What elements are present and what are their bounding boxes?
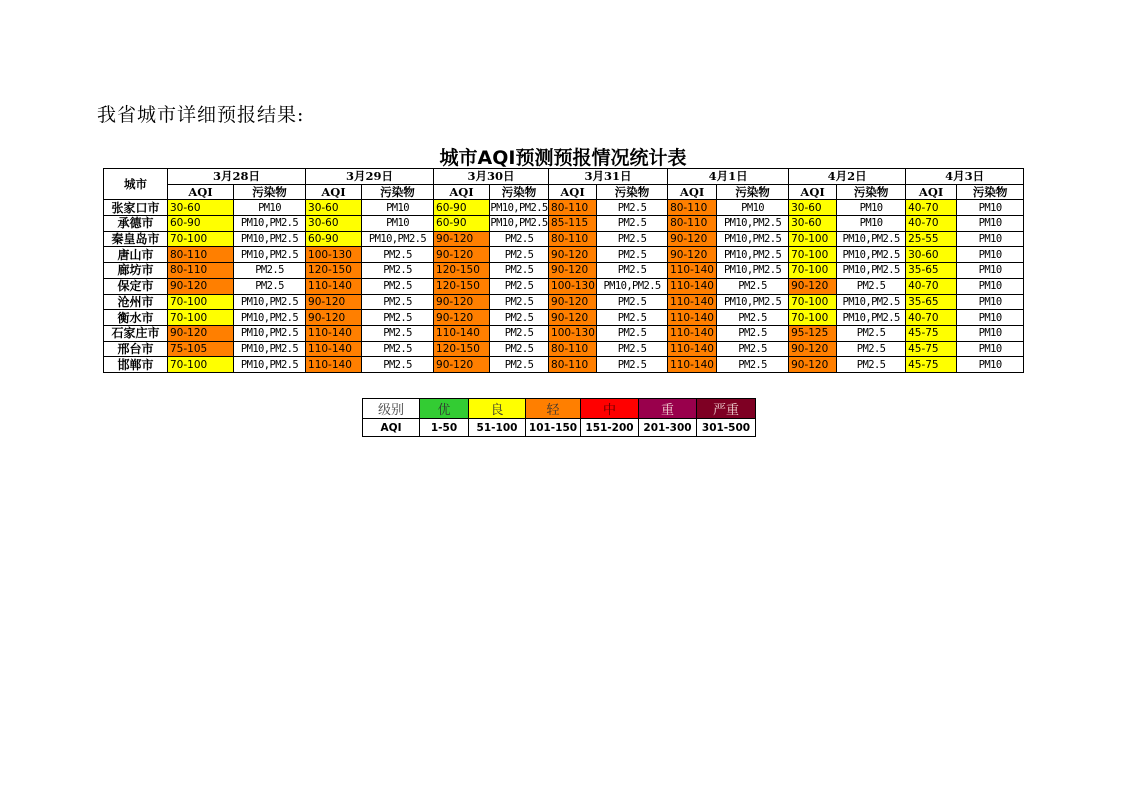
aqi-range-cell: 90-120 [434, 247, 490, 263]
aqi-level-legend [362, 398, 756, 437]
aqi-range-cell: 90-120 [789, 357, 837, 373]
aqi-range-cell: 100-130 [549, 325, 597, 341]
legend-level-header: 级别 [363, 399, 420, 419]
pollutant-cell: PM10 [717, 200, 789, 216]
aqi-range-cell: 70-100 [168, 357, 234, 373]
aqi-range-cell: 95-125 [789, 325, 837, 341]
pollutant-cell: PM10 [234, 200, 306, 216]
aqi-range-cell: 30-60 [789, 200, 837, 216]
aqi-range-cell: 60-90 [434, 216, 490, 232]
date-header: 3月29日 [306, 169, 434, 185]
subheader-row [104, 184, 1024, 200]
pollutant-cell: PM2.5 [597, 247, 668, 263]
pollutant-cell: PM2.5 [837, 325, 906, 341]
pollutant-cell: PM2.5 [837, 357, 906, 373]
aqi-range-cell: 40-70 [906, 216, 957, 232]
aqi-subheader: AQI [906, 184, 957, 200]
pollutant-cell: PM10,PM2.5 [837, 231, 906, 247]
aqi-range-cell: 70-100 [168, 310, 234, 326]
pollutant-cell: PM2.5 [597, 216, 668, 232]
pollutant-cell: PM10,PM2.5 [234, 216, 306, 232]
aqi-subheader: AQI [434, 184, 490, 200]
legend-level-cell: 轻 [526, 399, 581, 419]
aqi-range-cell: 70-100 [789, 231, 837, 247]
aqi-range-cell: 30-60 [306, 200, 362, 216]
city-cell: 廊坊市 [104, 263, 168, 279]
pollutant-cell: PM10 [957, 278, 1024, 294]
aqi-range-cell: 70-100 [789, 310, 837, 326]
pollutant-cell: PM10,PM2.5 [837, 247, 906, 263]
legend-range-cell: 201-300 [639, 419, 697, 437]
aqi-subheader: AQI [306, 184, 362, 200]
pollutant-cell: PM10,PM2.5 [717, 247, 789, 263]
pollutant-cell: PM10 [957, 200, 1024, 216]
pollutant-cell: PM2.5 [362, 294, 434, 310]
pollutant-cell: PM10,PM2.5 [234, 357, 306, 373]
aqi-range-cell: 60-90 [306, 231, 362, 247]
aqi-range-cell: 70-100 [168, 294, 234, 310]
city-cell: 沧州市 [104, 294, 168, 310]
aqi-range-cell: 90-120 [168, 278, 234, 294]
pollutant-subheader: 污染物 [717, 184, 789, 200]
pollutant-cell: PM2.5 [362, 357, 434, 373]
table-row [104, 341, 1024, 357]
aqi-subheader: AQI [789, 184, 837, 200]
date-header: 4月1日 [668, 169, 789, 185]
intro-text: 我省城市详细预报结果: [97, 104, 305, 126]
legend-range-cell: 101-150 [526, 419, 581, 437]
date-header: 3月31日 [549, 169, 668, 185]
date-header: 3月28日 [168, 169, 306, 185]
date-header: 4月3日 [906, 169, 1024, 185]
aqi-range-cell: 80-110 [668, 216, 717, 232]
aqi-range-cell: 45-75 [906, 341, 957, 357]
city-cell: 石家庄市 [104, 325, 168, 341]
city-cell: 邢台市 [104, 341, 168, 357]
legend-level-cell: 良 [469, 399, 526, 419]
pollutant-cell: PM10 [362, 216, 434, 232]
aqi-range-cell: 30-60 [306, 216, 362, 232]
aqi-subheader: AQI [549, 184, 597, 200]
legend-level-row [363, 399, 756, 419]
aqi-range-cell: 45-75 [906, 357, 957, 373]
pollutant-cell: PM2.5 [490, 325, 549, 341]
aqi-range-cell: 70-100 [789, 263, 837, 279]
aqi-range-cell: 120-150 [434, 263, 490, 279]
table-row [104, 325, 1024, 341]
pollutant-subheader: 污染物 [597, 184, 668, 200]
pollutant-cell: PM2.5 [717, 325, 789, 341]
pollutant-cell: PM2.5 [234, 278, 306, 294]
pollutant-cell: PM2.5 [362, 325, 434, 341]
pollutant-cell: PM10,PM2.5 [234, 231, 306, 247]
pollutant-cell: PM2.5 [597, 341, 668, 357]
pollutant-cell: PM10,PM2.5 [234, 310, 306, 326]
date-header: 3月30日 [434, 169, 549, 185]
city-cell: 保定市 [104, 278, 168, 294]
pollutant-subheader: 污染物 [362, 184, 434, 200]
aqi-subheader: AQI [668, 184, 717, 200]
aqi-range-cell: 70-100 [789, 294, 837, 310]
aqi-range-cell: 110-140 [306, 341, 362, 357]
pollutant-cell: PM2.5 [717, 310, 789, 326]
aqi-forecast-table [103, 168, 1024, 373]
pollutant-cell: PM2.5 [597, 263, 668, 279]
pollutant-cell: PM2.5 [490, 263, 549, 279]
legend-level-cell: 中 [581, 399, 639, 419]
pollutant-cell: PM10 [957, 357, 1024, 373]
aqi-range-cell: 90-120 [668, 247, 717, 263]
aqi-range-cell: 110-140 [668, 310, 717, 326]
aqi-range-cell: 100-130 [306, 247, 362, 263]
pollutant-cell: PM2.5 [837, 278, 906, 294]
pollutant-subheader: 污染物 [234, 184, 306, 200]
pollutant-cell: PM2.5 [362, 278, 434, 294]
pollutant-cell: PM10 [957, 216, 1024, 232]
pollutant-subheader: 污染物 [490, 184, 549, 200]
city-header: 城市 [104, 169, 168, 200]
city-cell: 秦皇岛市 [104, 231, 168, 247]
legend-range-row [363, 419, 756, 437]
pollutant-cell: PM2.5 [362, 310, 434, 326]
aqi-range-cell: 90-120 [789, 278, 837, 294]
aqi-range-cell: 25-55 [906, 231, 957, 247]
pollutant-cell: PM2.5 [597, 310, 668, 326]
aqi-range-cell: 80-110 [549, 231, 597, 247]
legend-level-cell: 严重 [697, 399, 756, 419]
legend-range-cell: 301-500 [697, 419, 756, 437]
aqi-range-cell: 110-140 [668, 294, 717, 310]
aqi-subheader: AQI [168, 184, 234, 200]
city-cell: 承德市 [104, 216, 168, 232]
pollutant-cell: PM2.5 [717, 357, 789, 373]
legend-range-cell: 151-200 [581, 419, 639, 437]
pollutant-cell: PM10,PM2.5 [362, 231, 434, 247]
pollutant-cell: PM10 [957, 341, 1024, 357]
city-cell: 唐山市 [104, 247, 168, 263]
aqi-range-cell: 90-120 [549, 263, 597, 279]
aqi-range-cell: 90-120 [434, 294, 490, 310]
aqi-range-cell: 110-140 [668, 325, 717, 341]
table-row [104, 231, 1024, 247]
pollutant-cell: PM2.5 [490, 247, 549, 263]
legend-range-cell: 51-100 [469, 419, 526, 437]
pollutant-cell: PM10,PM2.5 [234, 341, 306, 357]
aqi-range-cell: 110-140 [668, 341, 717, 357]
pollutant-cell: PM10,PM2.5 [490, 201, 548, 214]
pollutant-cell: PM2.5 [837, 341, 906, 357]
pollutant-cell: PM10,PM2.5 [837, 294, 906, 310]
aqi-range-cell: 90-120 [434, 310, 490, 326]
aqi-range-cell: 75-105 [168, 341, 234, 357]
pollutant-cell: PM10 [957, 247, 1024, 263]
aqi-range-cell: 40-70 [906, 200, 957, 216]
table-row [104, 294, 1024, 310]
aqi-range-cell: 60-90 [168, 216, 234, 232]
pollutant-cell: PM2.5 [490, 341, 549, 357]
pollutant-cell: PM10 [957, 263, 1024, 279]
aqi-range-cell: 90-120 [549, 294, 597, 310]
aqi-range-cell: 45-75 [906, 325, 957, 341]
table-row [104, 216, 1024, 232]
pollutant-cell: PM10,PM2.5 [837, 310, 906, 326]
aqi-range-cell: 80-110 [549, 357, 597, 373]
aqi-range-cell: 90-120 [306, 294, 362, 310]
date-header: 4月2日 [789, 169, 906, 185]
aqi-range-cell: 90-120 [434, 357, 490, 373]
aqi-range-cell: 80-110 [168, 263, 234, 279]
aqi-range-cell: 100-130 [549, 278, 597, 294]
pollutant-cell: PM10,PM2.5 [234, 247, 306, 263]
table-row [104, 278, 1024, 294]
table-row [104, 357, 1024, 373]
table-row [104, 310, 1024, 326]
pollutant-cell: PM10,PM2.5 [490, 217, 548, 230]
aqi-range-cell: 40-70 [906, 278, 957, 294]
aqi-range-cell: 110-140 [668, 357, 717, 373]
table-row [104, 263, 1024, 279]
pollutant-cell: PM10 [957, 294, 1024, 310]
aqi-range-cell: 80-110 [549, 200, 597, 216]
pollutant-cell: PM2.5 [362, 247, 434, 263]
aqi-range-cell: 30-60 [789, 216, 837, 232]
aqi-range-cell: 120-150 [434, 278, 490, 294]
pollutant-cell: PM2.5 [597, 294, 668, 310]
aqi-range-cell: 30-60 [168, 200, 234, 216]
aqi-range-cell: 35-65 [906, 294, 957, 310]
pollutant-cell: PM10,PM2.5 [717, 294, 789, 310]
table-row [104, 200, 1024, 216]
aqi-range-cell: 40-70 [906, 310, 957, 326]
pollutant-cell: PM10,PM2.5 [597, 278, 668, 294]
pollutant-cell: PM2.5 [490, 357, 549, 373]
pollutant-cell: PM10,PM2.5 [717, 263, 789, 279]
pollutant-cell: PM10,PM2.5 [837, 263, 906, 279]
pollutant-subheader: 污染物 [957, 184, 1024, 200]
pollutant-cell: PM2.5 [597, 325, 668, 341]
aqi-range-cell: 90-120 [549, 310, 597, 326]
aqi-range-cell: 90-120 [434, 231, 490, 247]
city-cell: 衡水市 [104, 310, 168, 326]
aqi-range-cell: 80-110 [168, 247, 234, 263]
aqi-range-cell: 110-140 [434, 325, 490, 341]
aqi-range-cell: 70-100 [168, 231, 234, 247]
aqi-range-cell: 80-110 [549, 341, 597, 357]
aqi-range-cell: 90-120 [668, 231, 717, 247]
city-cell: 张家口市 [104, 200, 168, 216]
pollutant-cell: PM10 [957, 310, 1024, 326]
aqi-range-cell: 90-120 [789, 341, 837, 357]
aqi-range-cell: 110-140 [306, 357, 362, 373]
aqi-range-cell: 30-60 [906, 247, 957, 263]
aqi-range-cell: 90-120 [549, 247, 597, 263]
pollutant-subheader: 污染物 [837, 184, 906, 200]
aqi-range-cell: 90-120 [306, 310, 362, 326]
legend-level-cell: 优 [420, 399, 469, 419]
pollutant-cell: PM2.5 [597, 231, 668, 247]
pollutant-cell: PM10 [957, 231, 1024, 247]
pollutant-cell: PM2.5 [490, 294, 549, 310]
aqi-range-cell: 85-115 [549, 216, 597, 232]
pollutant-cell: PM2.5 [490, 278, 549, 294]
pollutant-cell: PM2.5 [362, 263, 434, 279]
aqi-range-cell: 80-110 [668, 200, 717, 216]
aqi-range-cell: 110-140 [306, 325, 362, 341]
pollutant-cell: PM10 [837, 216, 906, 232]
pollutant-cell: PM10,PM2.5 [717, 216, 789, 232]
aqi-range-cell: 70-100 [789, 247, 837, 263]
pollutant-cell: PM10 [957, 325, 1024, 341]
date-header-row [104, 169, 1024, 185]
pollutant-cell: PM10 [837, 200, 906, 216]
pollutant-cell: PM2.5 [362, 341, 434, 357]
pollutant-cell: PM10,PM2.5 [717, 231, 789, 247]
aqi-range-cell: 120-150 [306, 263, 362, 279]
pollutant-cell: PM2.5 [490, 310, 549, 326]
aqi-range-cell: 120-150 [434, 341, 490, 357]
pollutant-cell: PM10,PM2.5 [234, 325, 306, 341]
pollutant-cell: PM10,PM2.5 [234, 294, 306, 310]
pollutant-cell: PM2.5 [234, 263, 306, 279]
pollutant-cell: PM2.5 [717, 341, 789, 357]
pollutant-cell: PM10 [362, 200, 434, 216]
aqi-range-cell: 110-140 [668, 263, 717, 279]
aqi-range-cell: 60-90 [434, 200, 490, 216]
pollutant-cell: PM2.5 [490, 231, 549, 247]
pollutant-cell: PM2.5 [597, 200, 668, 216]
legend-range-cell: 1-50 [420, 419, 469, 437]
legend-aqi-header: AQI [363, 419, 420, 437]
aqi-range-cell: 110-140 [306, 278, 362, 294]
city-cell: 邯郸市 [104, 357, 168, 373]
table-row [104, 247, 1024, 263]
pollutant-cell: PM2.5 [717, 278, 789, 294]
pollutant-cell: PM2.5 [597, 357, 668, 373]
table-title: 城市AQI预测预报情况统计表 [439, 147, 687, 169]
aqi-range-cell: 35-65 [906, 263, 957, 279]
aqi-range-cell: 90-120 [168, 325, 234, 341]
legend-level-cell: 重 [639, 399, 697, 419]
aqi-range-cell: 110-140 [668, 278, 717, 294]
